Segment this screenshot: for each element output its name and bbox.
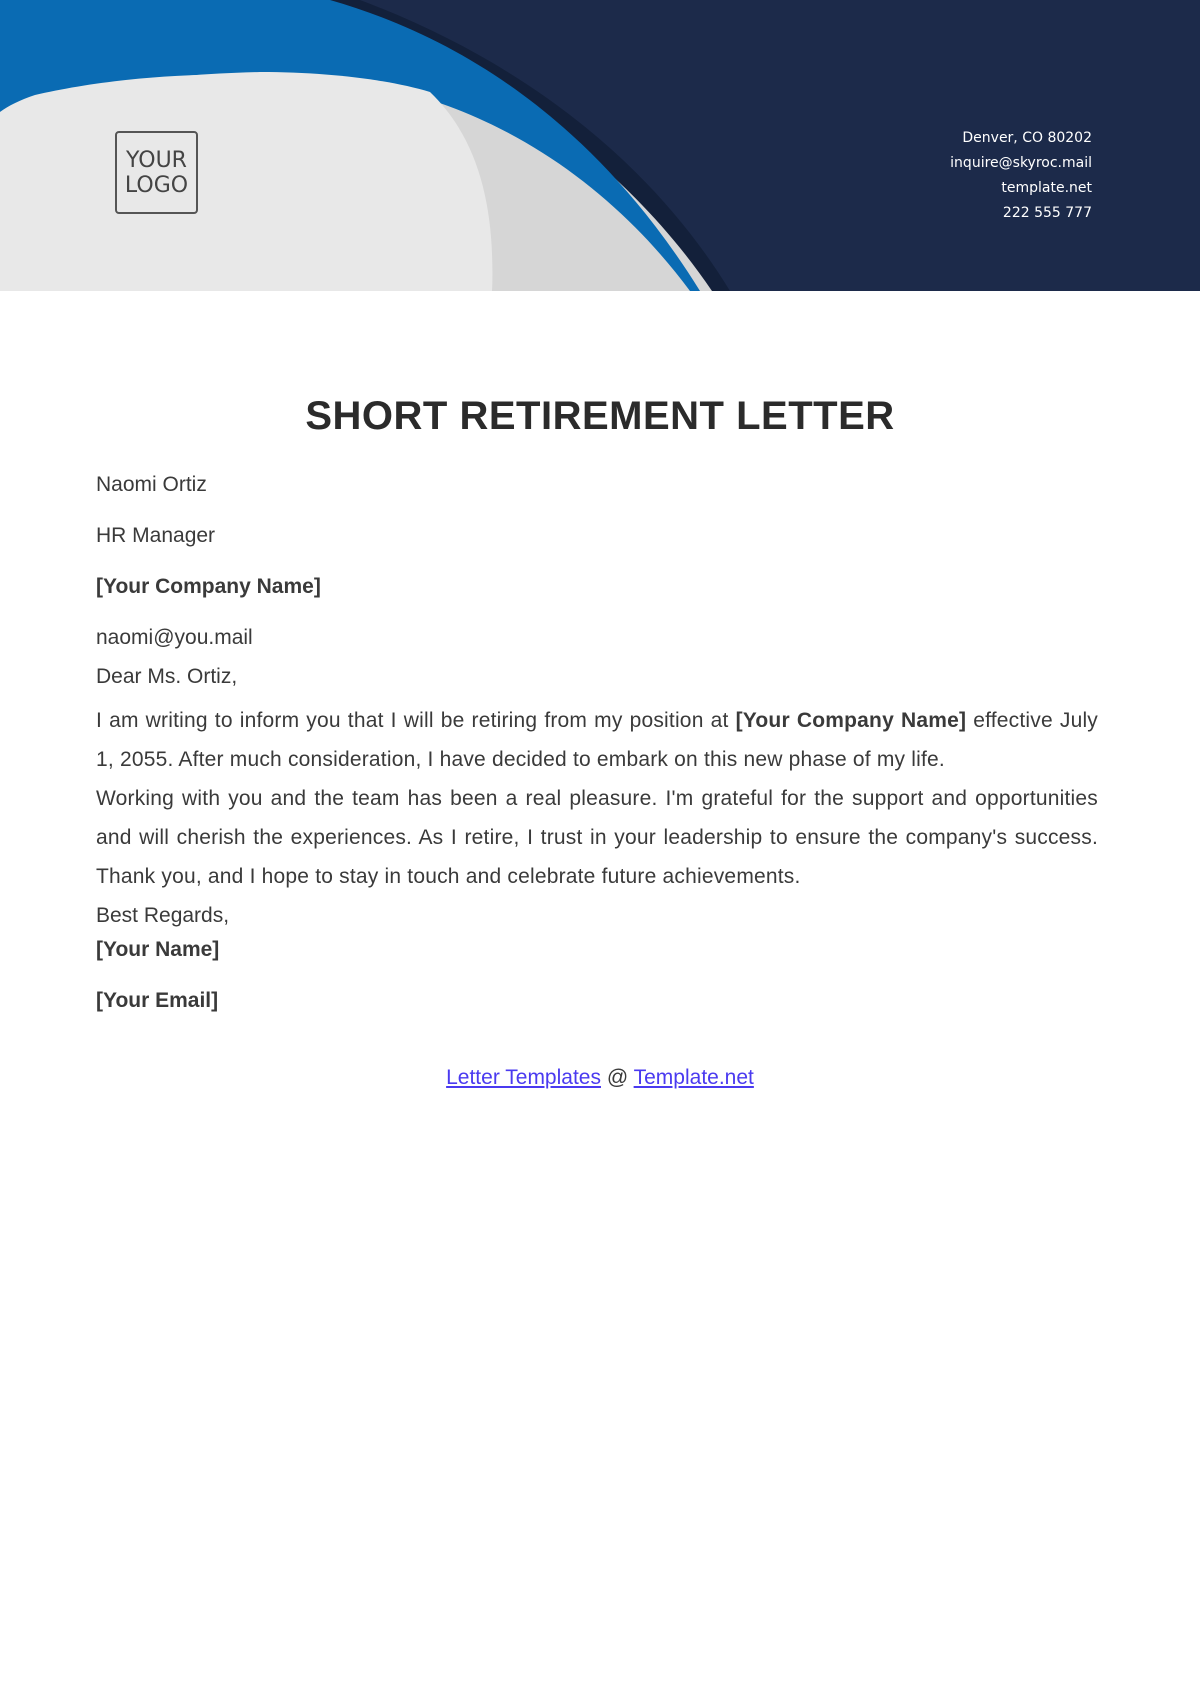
signature-name: [Your Name] bbox=[96, 938, 220, 961]
contact-address: Denver, CO 80202 bbox=[962, 130, 1092, 146]
letter-templates-link[interactable]: Letter Templates bbox=[446, 1066, 601, 1089]
closing: Best Regards, bbox=[96, 904, 230, 927]
body-p1-company: [Your Company Name] bbox=[735, 709, 967, 732]
recipient-name: Naomi Ortiz bbox=[96, 473, 207, 496]
body-paragraph-1 bbox=[96, 701, 1098, 779]
logo-line-1: YOUR bbox=[126, 147, 187, 173]
letterhead-banner bbox=[0, 0, 1200, 291]
contact-phone: 222 555 777 bbox=[1002, 205, 1092, 221]
footer-links bbox=[0, 1066, 1200, 1090]
letter-content bbox=[96, 470, 1098, 1037]
footer-separator: @ bbox=[606, 1066, 629, 1089]
contact-block bbox=[950, 126, 1092, 226]
salutation: Dear Ms. Ortiz, bbox=[96, 665, 238, 688]
contact-website: template.net bbox=[1001, 180, 1092, 196]
recipient-email: naomi@you.mail bbox=[96, 626, 253, 649]
body-p1-after: effective July 1, 2055. After much consideration, I have decided to embark on this new phase of my life. bbox=[96, 709, 1099, 771]
logo-line-2: LOGO bbox=[124, 172, 189, 198]
recipient-company: [Your Company Name] bbox=[96, 575, 321, 598]
document-title: SHORT RETIREMENT LETTER bbox=[305, 394, 895, 438]
body-paragraph-2: Working with you and the team has been a real pleasure. I'm grateful for the support and opportunities and will cherish the experiences. As I retire, I trust in your leadership to ensure the company's success. Thank you, and I hope to stay in touch and celebrate future achievements. bbox=[96, 787, 1098, 888]
template-net-link[interactable]: Template.net bbox=[633, 1066, 754, 1089]
company-logo bbox=[115, 131, 198, 214]
body-p1-before: I am writing to inform you that I will be retiring from my position at bbox=[96, 709, 736, 732]
contact-email: inquire@skyroc.mail bbox=[950, 155, 1092, 171]
recipient-position: HR Manager bbox=[96, 524, 216, 547]
signature-email: [Your Email] bbox=[96, 989, 219, 1012]
